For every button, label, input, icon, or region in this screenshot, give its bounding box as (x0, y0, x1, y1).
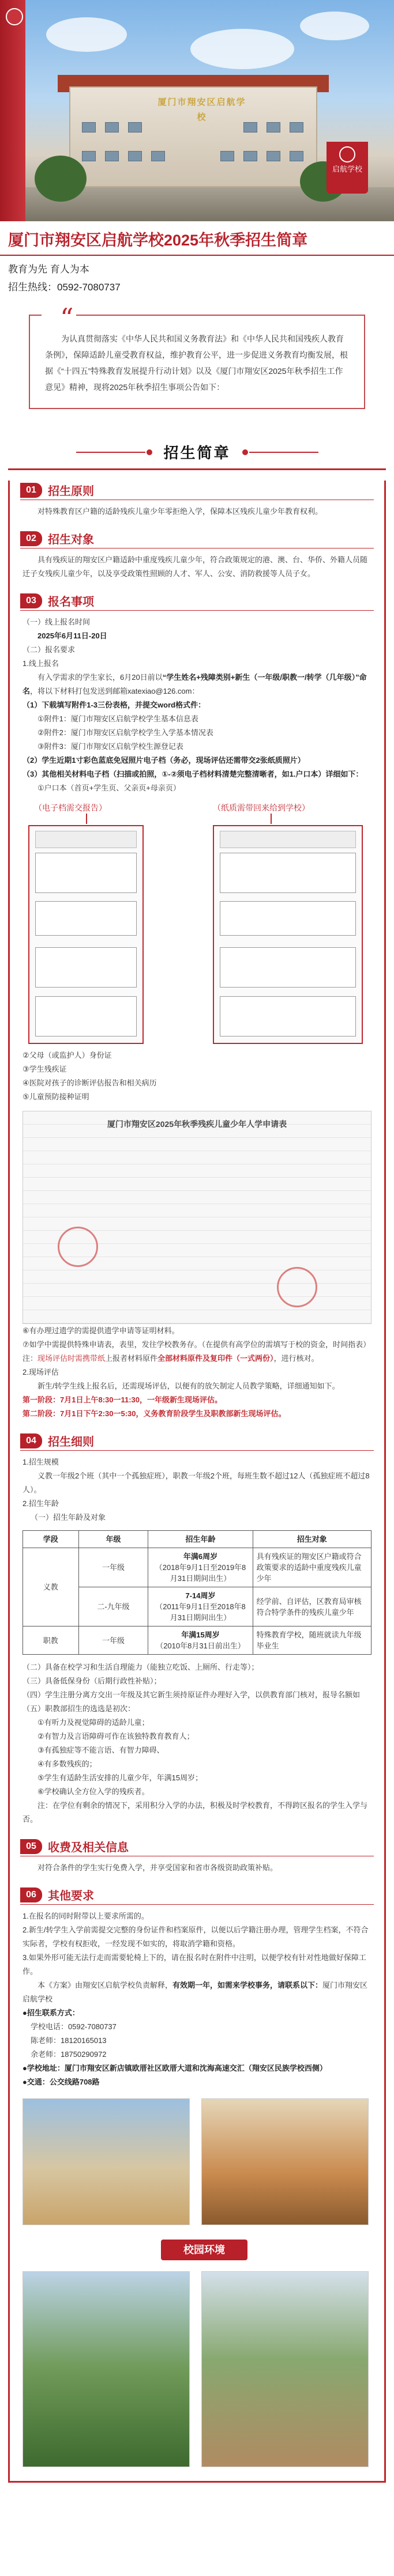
table-header: 招生年龄 (148, 1531, 253, 1548)
section-heading: 招生原则 (48, 485, 94, 498)
campus-photo (201, 2271, 369, 2467)
note-a: （二）具备在校学习和生活自理能力（能独立吃饭、上厕所、行走等）； (22, 1663, 259, 1671)
requirement-3: （3）其他相关材料电子档（扫描或拍照，①-②须电子档材料清楚完整清晰者，如1.户口本）详细如下： (22, 770, 363, 778)
note-2: ⑦如学中需提供特殊申请表，表里，发往学校教务存。（在提供有高学位的需填写于校的资金，时间指表） (22, 1340, 371, 1349)
condition-1: ①有听力及视觉障碍的适龄儿童； (37, 1718, 149, 1727)
left-red-band (0, 0, 25, 221)
intro-text: 为认真贯彻落实《中华人民共和国义务教育法》和《中华人民共和国残疾人教育条例》，保障适龄儿童受教育权益，维护教育公平，进一步促进义务教育均衡发展，根据《“十四五”特殊教育发展提升行动计划》以及《厦门市翔安区2025年秋季招生工作意见》精神，现将2025年秋季招生事项公告如下： (45, 334, 348, 392)
cell-stage: 职教 (23, 1626, 79, 1655)
campus-photo (22, 2271, 190, 2467)
section-heading: 招生细则 (48, 1436, 94, 1448)
cell-target: 具有残疾证的翔安区户籍或符合政策要求的适龄中重度残疾儿童少年 (253, 1548, 371, 1587)
attachment-2: ②附件2：厦门市翔安区启航学校学生入学基本情况表 (37, 728, 213, 737)
hero-image (0, 0, 394, 221)
section-heading: 招生对象 (48, 534, 94, 546)
application-form-scan (22, 1111, 372, 1324)
table-header: 年级 (78, 1531, 148, 1548)
plan-heading: 1.招生规模 (22, 1458, 59, 1466)
other-1: 1.在报名的同时附带以上要求所需的。 (22, 1912, 149, 1920)
evaluation-stage-1: 第一阶段：7月1日上午8:30一11:30，一年级新生现场评估。 (22, 1395, 223, 1404)
admission-table (22, 1530, 372, 1655)
doc-item-3: ③学生残疾证 (22, 1065, 67, 1073)
evaluation-stage-2: 第二阶段：7月1日下午2:30一5:30，义务教育阶段学生及职教部新生现场评估。 (22, 1409, 286, 1418)
section-number: 02 (20, 531, 42, 546)
section-04 (20, 1431, 374, 1826)
plan-heading-2: 2.招生年龄 (22, 1499, 59, 1508)
section-number: 06 (20, 1887, 42, 1902)
condition-5: ⑤学生有适龄生活安排的儿童少年，年满15周岁； (37, 1773, 203, 1782)
final-note: 注：在学位有剩余的情况下，采用积分入学的办法，积极及时学校教育，不得跨区报名的学生入学与否。 (22, 1801, 368, 1824)
section-number: 04 (20, 1433, 42, 1448)
section-06 (20, 1885, 374, 2473)
note-b: （三）具备低保身份（后期行政性补贴）； (22, 1677, 162, 1685)
plan-sub: （一）招生年龄及对象 (31, 1513, 106, 1522)
section-title: 招生简章 (163, 444, 231, 462)
cell-age: 年满6周岁 （2018年9月1日至2019年8月31日期间出生） (148, 1548, 253, 1587)
evaluation-text: 新生/转学生线上报名后，还需现场评估，以便有的放矢制定人员教学策略，详细通知如下。 (37, 1382, 340, 1390)
note-1: ⑥有办理过遗学的需提供遗学申请等证明材料。 (22, 1326, 179, 1335)
section-01 (20, 481, 374, 519)
section-heading: 收费及相关信息 (48, 1841, 129, 1854)
cell-grade: 二-九年级 (78, 1587, 148, 1626)
form-title: 厦门市翔安区2025年秋季残疾儿童少年人学申请表 (107, 1119, 287, 1129)
section-number: 05 (20, 1839, 42, 1854)
other-4: 本《方案》由翔安区启航学校负责解释，有效期一年，如需来学校事务，请联系以下：厦门市翔安区启航学校 (22, 1981, 368, 2003)
section-text: 对符合条件的学生实行免费入学，并享受国家和省市各级资助政策补贴。 (37, 1863, 278, 1872)
school-badge (327, 142, 368, 194)
other-3: 3.如果外形可能无法行走而需要轮椅上下的，请在报名时在附件中注明，以便学校有针对性地做好保障工作。 (22, 1953, 366, 1976)
building-sign: 厦门市翔安区启航学校 (157, 98, 246, 122)
section-05 (20, 1837, 374, 1875)
doc-label-right: （纸质需带回来给到学校） (213, 803, 310, 812)
household-register-doc (28, 825, 144, 1044)
requirement-2: （2）学生近期1寸彩色蓝底免冠照片电子档（务必，现场评估还需带交2张纸质照片） (22, 756, 305, 765)
transport: ●交通：公交线路708路 (22, 2078, 100, 2086)
campus-tag: 校园环境 (161, 2240, 247, 2260)
campus-photo (201, 2098, 369, 2225)
plan-text: 义教一年级2个班（其中一个孤独症班），职教一年级2个班，每班生数不超过12人（孤独症班不超过8人）。 (22, 1472, 370, 1494)
section-number: 01 (20, 483, 42, 498)
school-address: ●学校地址：厦门市翔安区新店镇欧厝社区欧厝大道和沈海高速交汇（翔安区民族学校西侧） (22, 2064, 327, 2072)
condition-6: ⑥学校确认全方位入学的残疾者。 (37, 1787, 149, 1796)
paper-doc (213, 825, 363, 1044)
campus-photos (22, 2098, 372, 2473)
document-examples (22, 801, 372, 1049)
contact-teacher-chen: 陈老师：18120165013 (31, 2036, 107, 2045)
section-02 (20, 529, 374, 581)
doc-item-4: ④医院对孩子的诊断评估报告和相关病历 (22, 1079, 157, 1087)
school-logo-icon (6, 8, 23, 25)
campus-photo (22, 2098, 190, 2225)
online-text: 有入学需求的学生家长，6月20日前以“学生姓名+残障类别+新生（一年级/职教一/转学（几年级）”命名，将以下材料打包发送到邮箱xatexiao@126.com： (22, 673, 367, 695)
section-heading: 其他要求 (48, 1890, 94, 1902)
doc-label-left: （电子档需交报告） (34, 803, 107, 812)
badge-text: 启航学校 (332, 165, 362, 173)
doc-item-2: ②父母（或监护人）身份证 (22, 1051, 112, 1060)
page-title: 厦门市翔安区启航学校2025年秋季招生简章 (0, 221, 394, 256)
hotline: 招生热线：0592-7080737 (8, 282, 121, 293)
doc-item-5: ⑤儿童预防接种证明 (22, 1092, 89, 1101)
table-header: 招生对象 (253, 1531, 371, 1548)
note-3: 注：现场评估时需携带纸上报者材料原件全部材料原件及复印件（一式两份），进行核对。 (22, 1354, 319, 1363)
section-heading: 报名事项 (48, 596, 94, 608)
section-text: 对特殊教育区户籍的适龄残疾儿童少年零拒绝入学，保障本区残疾儿童少年教育权利。 (37, 507, 323, 516)
quote-icon: “ (42, 307, 76, 330)
note-d: （五）职教部招生的选选是初次： (22, 1704, 136, 1713)
section-number: 03 (20, 593, 42, 608)
cell-grade: 一年级 (78, 1626, 148, 1655)
contact-phone: 学校电话：0592-7080737 (31, 2022, 117, 2031)
table-header: 学段 (23, 1531, 79, 1548)
section-header (76, 441, 318, 463)
cell-target: 特殊教育学校，随班就读九年级毕业生 (253, 1626, 371, 1655)
motto: 教育为先 育人为本 (8, 264, 89, 275)
cell-age: 7-14周岁 （2011年9月1日至2018年8月31日期间出生） (148, 1587, 253, 1626)
cell-stage: 义教 (23, 1548, 79, 1626)
online-heading: 1.线上报名 (22, 659, 59, 668)
cell-age: 年满15周岁 （2010年8月31日前出生） (148, 1626, 253, 1655)
contact-teacher-yu: 余老师：18750290972 (31, 2050, 107, 2059)
table-row (23, 1548, 372, 1587)
condition-2: ②有智力及言语障碍可作在该独特教育教育人； (37, 1732, 194, 1741)
condition-4: ④有多数残疾的； (37, 1760, 97, 1768)
process-heading: （二）报名要求 (22, 645, 76, 654)
content-frame (8, 481, 386, 2481)
cell-grade: 一年级 (78, 1548, 148, 1587)
contact-heading: ●招生联系方式： (22, 2008, 80, 2017)
table-header-row (23, 1531, 372, 1548)
table-row (23, 1626, 372, 1655)
intro-box (29, 302, 365, 409)
condition-3: ③有孤独症等不能言语、有智力障碍、 (37, 1746, 164, 1754)
section-text: 具有残疾证的翔安区户籍适龄中重度残疾儿童少年，符合政策规定的港、澳、台、华侨、外籍人员随迁子女残疾儿童少年，以及享受政策性照顾的人才、军人、公安、消防救援等人员子女。 (22, 555, 368, 578)
doc-line: ①户口本（首页+学生页、父亲页+母亲页） (37, 784, 181, 792)
time-value: 2025年6月11日-20日 (37, 631, 107, 640)
section-03 (20, 591, 374, 1421)
time-heading: （一）线上报名时间 (22, 618, 91, 626)
attachment-1: ①附件1：厦门市翔安区启航学校学生基本信息表 (37, 714, 198, 723)
note-c: （四）学生注册分离方交出一年级及其它新生须持原证件办理好入学，以供教育部门核对，报导名额如 (22, 1690, 361, 1699)
other-2: 2.新生/转学生入学前需提交完整的身份证件和档案原件，以便以后学籍注册办理，管理学生档案，不符合实际者，学校有权拒收，一经发现不如实的，将取消学籍和资格。 (22, 1926, 369, 1948)
badge-logo-icon (339, 146, 355, 162)
evaluation-heading: 2.现场评估 (22, 1368, 59, 1376)
attachment-3: ③附件3：厦门市翔安区启航学校生源登记表 (37, 742, 183, 751)
cell-target: 经学前、自评估，区教育局审核符合特学条件的残疾儿童少年 (253, 1587, 371, 1626)
requirement-1: （1）下载填写附件1-3三份表格，并提交word格式件： (22, 701, 206, 709)
